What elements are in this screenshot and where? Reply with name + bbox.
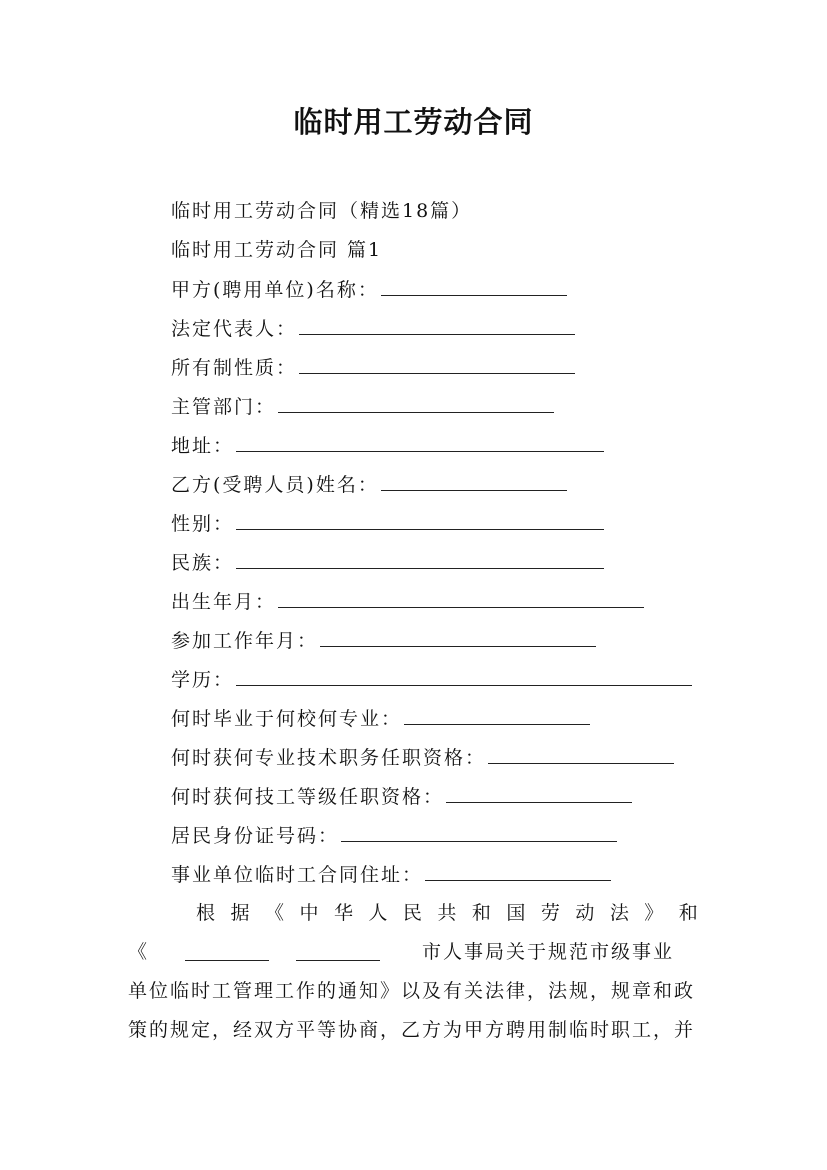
field-ownership — [171, 355, 575, 380]
field-ethnicity — [171, 550, 604, 575]
field-label: 何时获何技工等级任职资格： — [171, 786, 445, 808]
para-char: 共 — [437, 902, 459, 924]
field-label: 性别： — [171, 513, 235, 535]
field-technical-grade — [171, 784, 632, 809]
para-open-bracket: 《 — [128, 941, 150, 963]
field-department — [171, 394, 554, 419]
para-blank-1[interactable] — [185, 942, 269, 961]
field-birth-date — [171, 589, 644, 614]
para-char: 法 — [609, 902, 631, 924]
field-blank[interactable] — [278, 589, 644, 608]
field-blank[interactable] — [488, 745, 674, 764]
field-blank[interactable] — [446, 784, 632, 803]
field-employer-name — [171, 277, 567, 302]
field-label: 地址： — [171, 435, 235, 457]
field-blank[interactable] — [299, 355, 575, 374]
field-label: 法定代表人： — [171, 318, 298, 340]
document-title: 临时用工劳动合同 — [293, 105, 534, 139]
para-char: 和 — [471, 902, 493, 924]
field-gender — [171, 511, 604, 536]
para-char: 据 — [230, 902, 252, 924]
field-label: 乙方(受聘人员)姓名： — [171, 474, 379, 496]
field-blank[interactable] — [404, 706, 590, 725]
paragraph-line-3: 单位临时工管理工作的通知》以及有关法律，法规，规章和政 — [128, 980, 696, 1002]
field-label: 事业单位临时工合同住址： — [171, 864, 424, 886]
field-residence — [171, 862, 611, 887]
field-label: 民族： — [171, 552, 235, 574]
field-label: 何时毕业于何校何专业： — [171, 708, 403, 730]
field-label: 居民身份证号码： — [171, 825, 340, 847]
field-blank[interactable] — [425, 862, 611, 881]
field-education — [171, 667, 692, 692]
field-professional-title — [171, 745, 674, 770]
para-char: 民 — [402, 902, 424, 924]
para-char: 国 — [506, 902, 528, 924]
field-blank[interactable] — [236, 550, 604, 569]
field-blank[interactable] — [299, 316, 575, 335]
para-char: 和 — [678, 902, 700, 924]
document-subtitle: 临时用工劳动合同（精选18篇） — [171, 200, 473, 222]
para-char: 《 — [264, 902, 286, 924]
field-label: 所有制性质： — [171, 357, 298, 379]
field-label: 出生年月： — [171, 591, 277, 613]
para-blank-2[interactable] — [296, 942, 380, 961]
field-blank[interactable] — [236, 667, 692, 686]
field-blank[interactable] — [381, 277, 567, 296]
para-char: 劳 — [540, 902, 562, 924]
field-graduation — [171, 706, 590, 731]
para-char: 根 — [196, 902, 218, 924]
field-address — [171, 433, 604, 458]
field-label: 何时获何专业技术职务任职资格： — [171, 747, 487, 769]
para-char: 华 — [333, 902, 355, 924]
field-label: 甲方(聘用单位)名称： — [171, 279, 379, 301]
field-label: 学历： — [171, 669, 235, 691]
field-employee-name — [171, 472, 567, 497]
para-line-2-tail: 市人事局关于规范市级事业 — [422, 941, 675, 963]
para-char: 》 — [644, 902, 666, 924]
para-char: 中 — [299, 902, 321, 924]
section-heading: 临时用工劳动合同 篇1 — [171, 239, 383, 261]
field-legal-rep — [171, 316, 575, 341]
para-char: 人 — [368, 902, 390, 924]
field-label: 主管部门： — [171, 396, 277, 418]
field-label: 参加工作年月： — [171, 630, 319, 652]
field-blank[interactable] — [381, 472, 567, 491]
field-blank[interactable] — [236, 433, 604, 452]
paragraph-line-1 — [196, 901, 700, 925]
field-blank[interactable] — [278, 394, 554, 413]
field-id-number — [171, 823, 617, 848]
field-blank[interactable] — [236, 511, 604, 530]
field-blank[interactable] — [341, 823, 617, 842]
field-work-start — [171, 628, 596, 653]
para-char: 动 — [575, 902, 597, 924]
field-blank[interactable] — [320, 628, 596, 647]
paragraph-line-4: 策的规定，经双方平等协商，乙方为甲方聘用制临时职工，并 — [128, 1019, 696, 1041]
